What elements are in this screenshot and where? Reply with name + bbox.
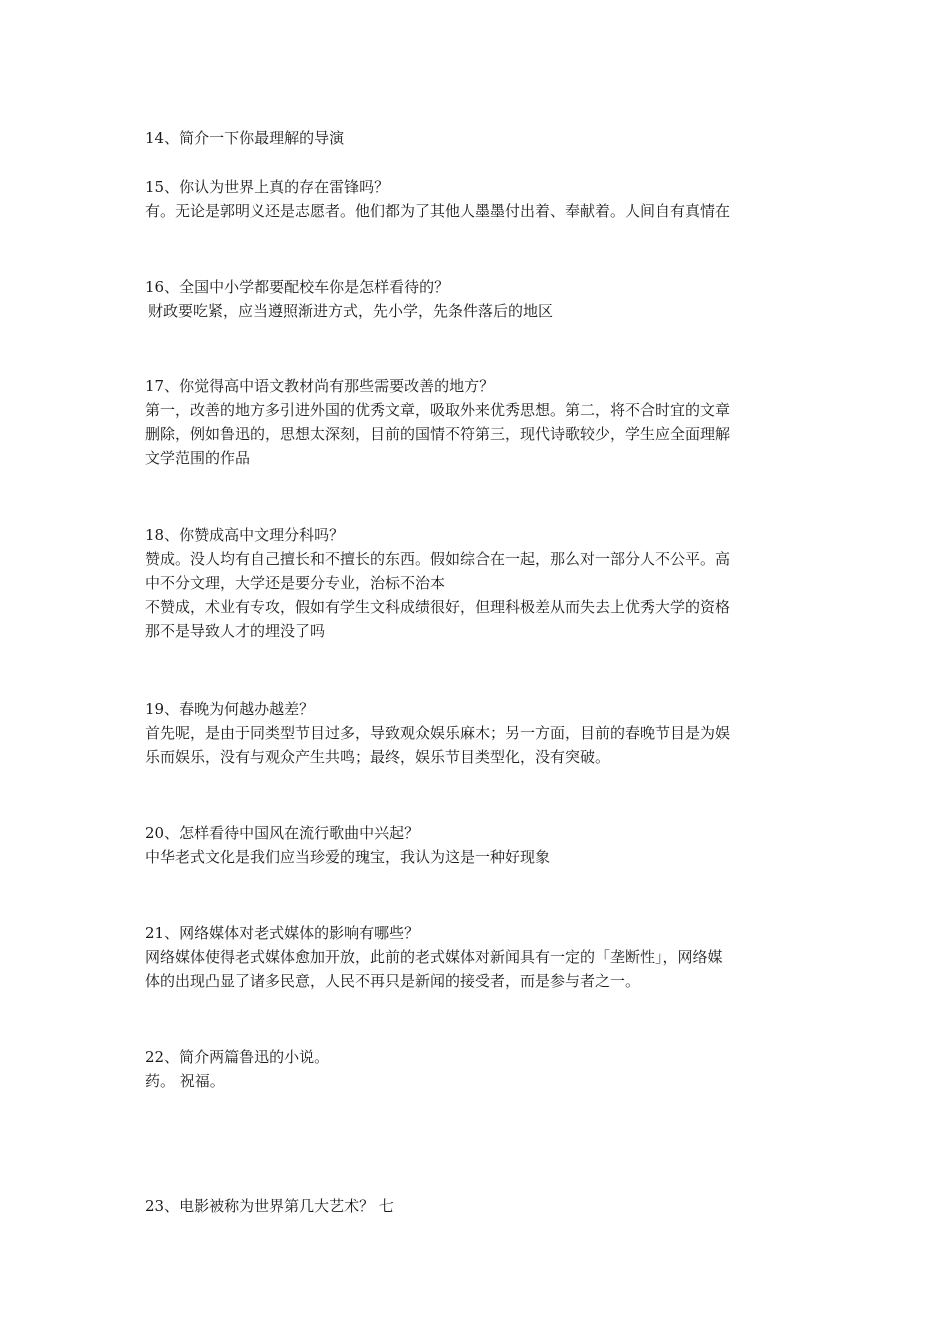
question-19: 19、春晚为何越办越差？ <box>145 700 315 718</box>
answer-17-line-1: 第一，改善的地方多引进外国的优秀文章，吸取外来优秀思想。第二，将不合时宜的文章 <box>145 401 731 419</box>
answer-17-line-3: 文学范围的作品 <box>145 449 251 467</box>
answer-19-line-1: 首先呢，是由于同类型节目过多，导致观众娱乐麻木；另一方面，目前的春晚节目是为娱 <box>145 724 731 742</box>
question-22: 22、简介两篇鲁迅的小说。 <box>145 1048 330 1066</box>
qa-item-19 <box>145 697 815 769</box>
qa-item-17 <box>145 374 815 470</box>
qa-item-23 <box>145 1194 815 1218</box>
answer-18-line-1: 赞成。没人均有自己擅长和不擅长的东西。假如综合在一起，那么对一部分人不公平。高 <box>145 550 731 568</box>
answer-18-line-3: 不赞成，术业有专攻，假如有学生文科成绩很好，但理科极差从而失去上优秀大学的资格 <box>145 598 731 616</box>
answer-21-line-2: 体的出现凸显了诸多民意，人民不再只是新闻的接受者，而是参与者之一。 <box>145 972 641 990</box>
question-20: 20、怎样看待中国风在流行歌曲中兴起？ <box>145 824 420 842</box>
answer-22-line-1: 药。 祝福。 <box>145 1072 225 1090</box>
answer-15-line-1: 有。无论是郭明义还是志愿者。他们都为了其他人墨墨付出着、奉献着。人间自有真情在 <box>145 202 731 220</box>
qa-item-15 <box>145 175 815 223</box>
qa-item-16 <box>145 275 815 323</box>
question-16: 16、全国中小学都要配校车你是怎样看待的？ <box>145 278 450 296</box>
qa-item-21 <box>145 921 815 993</box>
qa-item-18 <box>145 523 815 643</box>
question-15: 15、你认为世界上真的存在雷锋吗？ <box>145 178 390 196</box>
answer-18-line-4: 那不是导致人才的埋没了吗 <box>145 622 326 640</box>
question-21: 21、网络媒体对老式媒体的影响有哪些？ <box>145 924 420 942</box>
question-23: 23、电影被称为世界第几大艺术？ 七 <box>145 1197 394 1215</box>
answer-19-line-2: 乐而娱乐，没有与观众产生共鸣；最终，娱乐节目类型化，没有突破。 <box>145 748 611 766</box>
qa-item-20 <box>145 821 815 869</box>
answer-17-line-2: 删除，例如鲁迅的，思想太深刻，目前的国情不符第三，现代诗歌较少，学生应全面理解 <box>145 425 731 443</box>
answer-18-line-2: 中不分文理，大学还是要分专业，治标不治本 <box>145 574 446 592</box>
answer-20-line-1: 中华老式文化是我们应当珍爱的瑰宝，我认为这是一种好现象 <box>145 848 551 866</box>
qa-item-14 <box>145 126 815 150</box>
qa-item-22 <box>145 1045 815 1093</box>
answer-21-line-1: 网络媒体使得老式媒体愈加开放，此前的老式媒体对新闻具有一定的「垄断性」，网络媒 <box>145 948 723 966</box>
question-18: 18、你赞成高中文理分科吗？ <box>145 526 345 544</box>
answer-16-line-1: 财政要吃紧，应当遵照渐进方式，先小学，先条件落后的地区 <box>148 302 554 320</box>
question-17: 17、你觉得高中语文教材尚有那些需要改善的地方？ <box>145 377 495 395</box>
question-14: 14、简介一下你最理解的导演 <box>145 129 345 147</box>
